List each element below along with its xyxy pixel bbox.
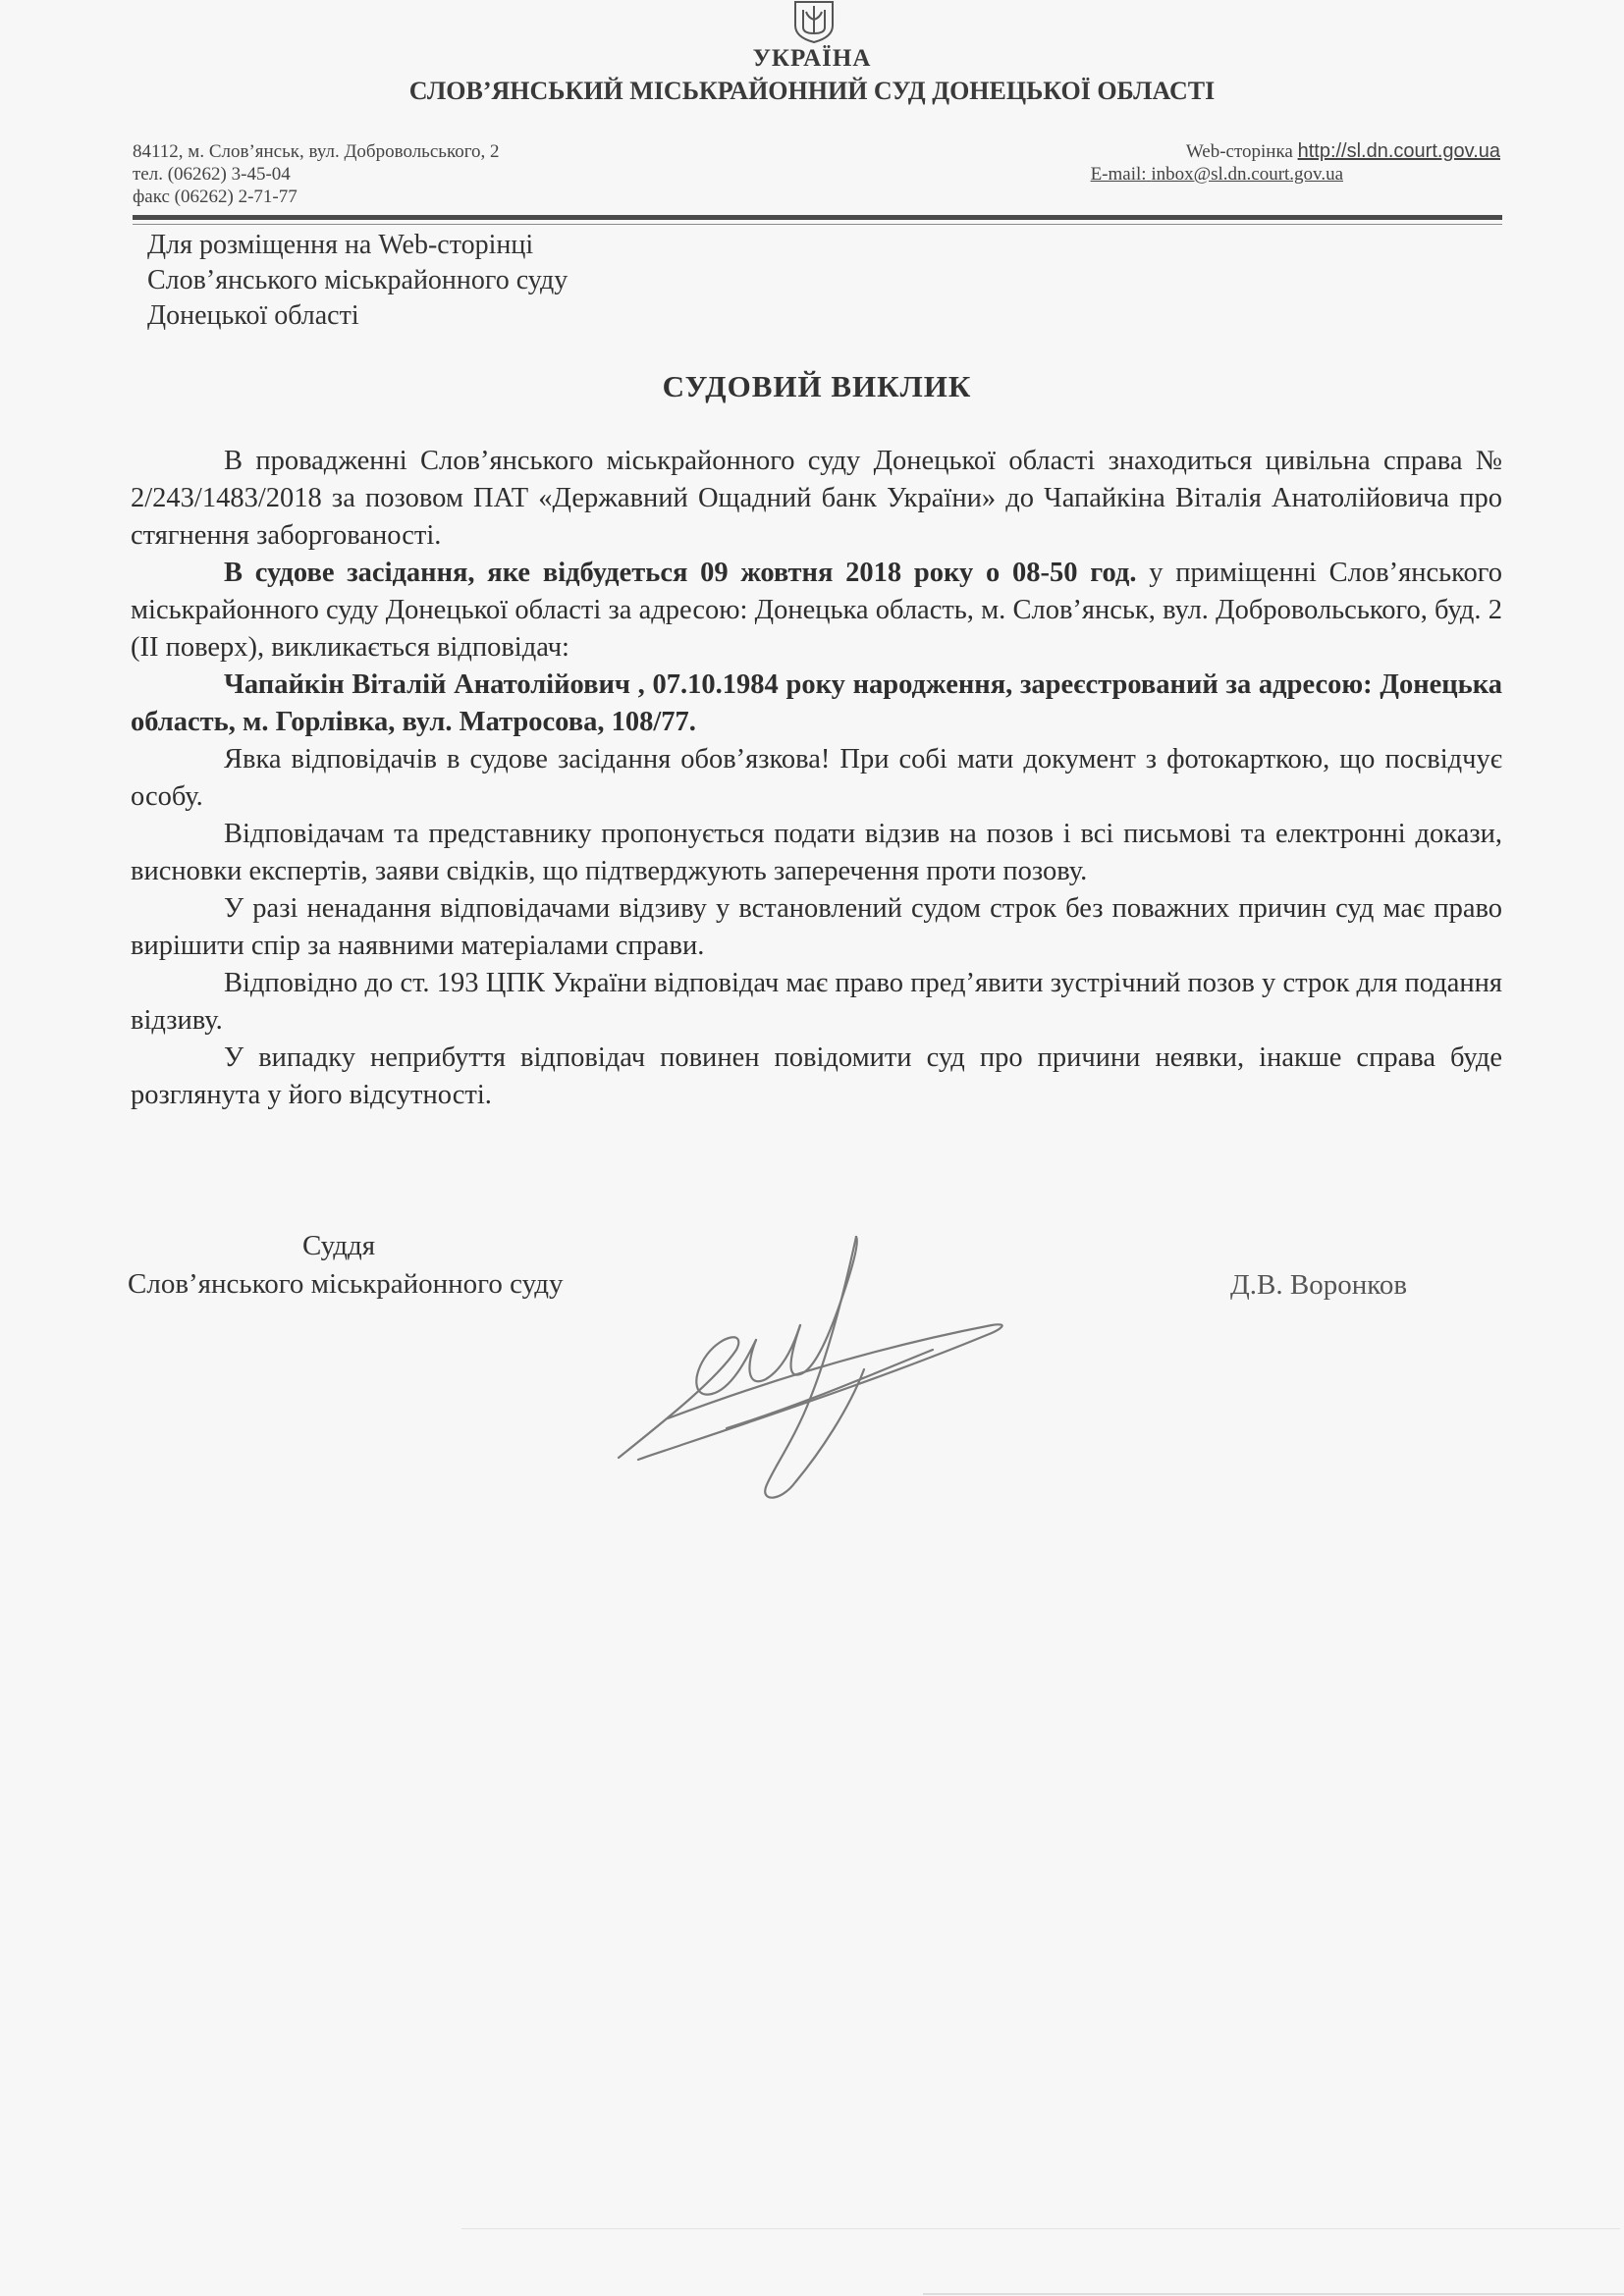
- paragraph-defendant: [131, 667, 1502, 741]
- header-rule-thin: [133, 224, 1502, 225]
- placement-line-2: Слов’янського міськрайонного суду: [147, 265, 568, 295]
- placement-line-3: Донецької області: [147, 300, 359, 331]
- judge-name: Д.В. Воронков: [1230, 1269, 1408, 1301]
- paragraph-case: В провадженні Слов’янського міськрайонного суду Донецької області знаходиться цивільна справа № 2/243/1483/2018 за позовом ПАТ «Державний Ощадний банк України» до Чапайкіна Віталія Анатолійовича про стягнення заборгованості.: [131, 446, 1502, 551]
- judge-court: Слов’янського міськрайонного суду: [128, 1268, 564, 1300]
- header-rule-thick: [133, 215, 1502, 220]
- page-edge-line: [461, 2228, 1620, 2229]
- placement-note: [147, 228, 568, 334]
- web-line: [1091, 140, 1500, 163]
- email-label: E-mail:: [1090, 164, 1147, 185]
- hearing-location: у приміщенні Слов’янського міськрайонного суду Донецької області за адресою: Донецька область, м. Слов’янськ, вул. Добровольського, буд. 2 (ІІ поверх), викликається відповідач:: [131, 558, 1502, 663]
- web-label: Web-сторінка: [1185, 141, 1293, 162]
- court-name-heading: СЛОВ’ЯНСЬКИЙ МІСЬКРАЙОННИЙ СУД ДОНЕЦЬКОЇ ОБЛАСТІ: [408, 77, 1216, 105]
- paragraph-response: Відповідачам та представнику пропонується подати відзив на позов і всі письмові та електронні докази, висновки експертів, заяви свідків, що підтверджують заперечення проти позову.: [131, 819, 1502, 886]
- paragraph-counterclaim: Відповідно до ст. 193 ЦПК України відповідач має право пред’явити зустрічний позов у строк для подання відзиву.: [131, 968, 1502, 1036]
- hearing-date-bold: В судове засідання, яке відбудеться 09 жовтня 2018 року о 08-50 год.: [224, 558, 1137, 588]
- paragraph-attendance: Явка відповідачів в судове засідання обов’язкова! При собі мати документ з фотокарткою, що посвідчує особу.: [131, 744, 1502, 812]
- contact-left: [133, 140, 500, 208]
- court-address: 84112, м. Слов’янськ, вул. Добровольського, 2: [133, 141, 500, 162]
- document-title: СУДОВИЙ ВИКЛИК: [662, 369, 972, 403]
- email-link[interactable]: inbox@sl.dn.court.gov.ua: [1151, 164, 1343, 185]
- web-url-link[interactable]: http://sl.dn.court.gov.ua: [1297, 140, 1500, 162]
- placement-line-1: Для розміщення на Web-сторінці: [147, 230, 534, 260]
- contact-right: [1091, 140, 1500, 186]
- document-body: [131, 443, 1502, 1114]
- judge-title: Суддя: [302, 1230, 376, 1261]
- paragraph-absence: У випадку неприбуття відповідач повинен повідомити суд про причини неявки, інакше справа буде розглянута у його відсутності.: [131, 1042, 1502, 1110]
- email-line: [1091, 163, 1343, 186]
- page-edge-line-bottom: [923, 2293, 1624, 2295]
- country-heading: УКРАЇНА: [752, 45, 872, 72]
- defendant-details: Чапайкін Віталій Анатолійович , 07.10.1984 року народження, зареєстрований за адресою: Донецька область, м. Горлівка, вул. Матросова, 108/77.: [131, 669, 1502, 737]
- coat-of-arms-icon: [789, 0, 839, 43]
- paragraph-hearing: [131, 555, 1502, 667]
- court-fax: факс (06262) 2-71-77: [133, 187, 298, 207]
- paragraph-no-response: У разі ненадання відповідачами відзиву у встановлений судом строк без поважних причин суд має право вирішити спір за наявними матеріалами справи.: [131, 893, 1502, 961]
- handwritten-signature: [609, 1232, 1021, 1507]
- court-phone: тел. (06262) 3-45-04: [133, 164, 291, 185]
